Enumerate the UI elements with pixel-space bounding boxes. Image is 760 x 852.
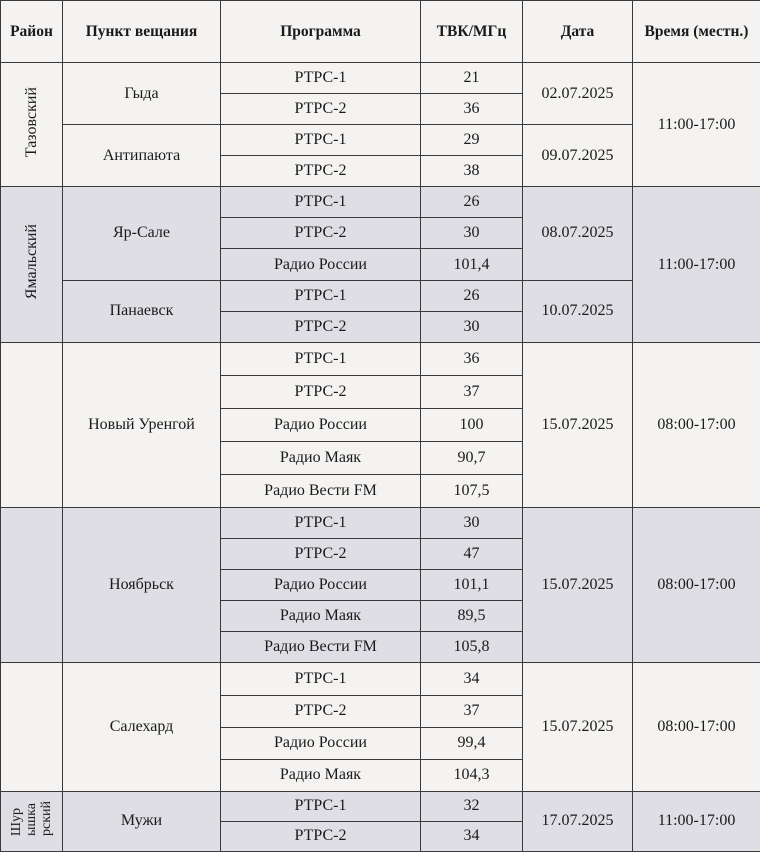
- program-cell: Радио Маяк: [221, 759, 421, 791]
- channel-cell: 26: [421, 187, 523, 218]
- district-name-line-1: Шур: [9, 808, 24, 837]
- district-cell: [1, 187, 63, 342]
- date-cell: 15.07.2025: [523, 342, 633, 507]
- district-name-line-2: ышка: [24, 803, 39, 837]
- channel-cell: 38: [421, 156, 523, 187]
- program-cell: РТРС-1: [221, 508, 421, 539]
- header-district: Район: [1, 1, 63, 63]
- time-cell: 11:00-17:00: [633, 187, 760, 342]
- program-cell: РТРС-1: [221, 791, 421, 821]
- channel-cell: 30: [421, 218, 523, 249]
- program-cell: Радио Вести FM: [221, 632, 421, 663]
- program-cell: РТРС-1: [221, 663, 421, 695]
- district-cell: [1, 508, 63, 663]
- district-cell: [1, 663, 63, 791]
- date-cell: 09.07.2025: [523, 125, 633, 187]
- channel-cell: 29: [421, 125, 523, 156]
- program-cell: РТРС-1: [221, 280, 421, 311]
- broadcast-point-cell: Панаевск: [63, 280, 221, 342]
- time-cell: 11:00-17:00: [633, 63, 760, 187]
- broadcast-point-cell: Новый Уренгой: [63, 342, 221, 507]
- time-cell: 08:00-17:00: [633, 663, 760, 791]
- program-cell: Радио Маяк: [221, 441, 421, 474]
- channel-cell: 21: [421, 63, 523, 94]
- channel-cell: 99,4: [421, 727, 523, 759]
- channel-cell: 34: [421, 663, 523, 695]
- program-cell: Радио России: [221, 570, 421, 601]
- program-cell: РТРС-1: [221, 187, 421, 218]
- program-cell: Радио России: [221, 408, 421, 441]
- program-cell: РТРС-2: [221, 94, 421, 125]
- broadcast-point-cell: Антипаюта: [63, 125, 221, 187]
- date-cell: 10.07.2025: [523, 280, 633, 342]
- broadcast-point-cell: Гыда: [63, 63, 221, 125]
- channel-cell: 30: [421, 508, 523, 539]
- broadcast-point-cell: Мужи: [63, 791, 221, 851]
- program-cell: РТРС-2: [221, 821, 421, 851]
- time-cell: 08:00-17:00: [633, 508, 760, 663]
- program-cell: РТРС-1: [221, 125, 421, 156]
- header-program: Программа: [221, 1, 421, 63]
- date-cell: 17.07.2025: [523, 791, 633, 851]
- channel-cell: 104,3: [421, 759, 523, 791]
- date-cell: 08.07.2025: [523, 187, 633, 280]
- header-channel: ТВК/МГц: [421, 1, 523, 63]
- channel-cell: 101,1: [421, 570, 523, 601]
- channel-cell: 101,4: [421, 249, 523, 280]
- channel-cell: 30: [421, 311, 523, 342]
- broadcast-point-cell: Салехард: [63, 663, 221, 791]
- channel-cell: 47: [421, 539, 523, 570]
- district-cell: [1, 63, 63, 187]
- program-cell: Радио России: [221, 727, 421, 759]
- program-cell: Радио Маяк: [221, 601, 421, 632]
- time-cell: 08:00-17:00: [633, 342, 760, 507]
- channel-cell: 36: [421, 94, 523, 125]
- district-name-line-3: рский: [39, 801, 54, 837]
- date-cell: 02.07.2025: [523, 63, 633, 125]
- program-cell: РТРС-2: [221, 218, 421, 249]
- header-broadcast-point: Пункт вещания: [63, 1, 221, 63]
- channel-cell: 89,5: [421, 601, 523, 632]
- program-cell: РТРС-2: [221, 695, 421, 727]
- program-cell: Радио России: [221, 249, 421, 280]
- program-cell: РТРС-1: [221, 63, 421, 94]
- date-cell: 15.07.2025: [523, 508, 633, 663]
- channel-cell: 90,7: [421, 441, 523, 474]
- header-time: Время (местн.): [633, 1, 760, 63]
- district-cell: [1, 342, 63, 507]
- channel-cell: 37: [421, 375, 523, 408]
- date-cell: 15.07.2025: [523, 663, 633, 791]
- district-name: Ямальский: [22, 224, 40, 300]
- program-cell: Радио Вести FM: [221, 475, 421, 508]
- broadcast-point-cell: Яр-Сале: [63, 187, 221, 280]
- channel-cell: 34: [421, 821, 523, 851]
- district-cell: [1, 791, 63, 851]
- channel-cell: 36: [421, 342, 523, 375]
- channel-cell: 32: [421, 791, 523, 821]
- channel-cell: 107,5: [421, 475, 523, 508]
- time-cell: 11:00-17:00: [633, 791, 760, 851]
- header-date: Дата: [523, 1, 633, 63]
- program-cell: РТРС-2: [221, 539, 421, 570]
- program-cell: РТРС-2: [221, 375, 421, 408]
- channel-cell: 100: [421, 408, 523, 441]
- channel-cell: 37: [421, 695, 523, 727]
- program-cell: РТРС-2: [221, 311, 421, 342]
- district-name: Тазовский: [22, 87, 40, 158]
- broadcast-point-cell: Ноябрьск: [63, 508, 221, 663]
- program-cell: РТРС-2: [221, 156, 421, 187]
- channel-cell: 105,8: [421, 632, 523, 663]
- channel-cell: 26: [421, 280, 523, 311]
- program-cell: РТРС-1: [221, 342, 421, 375]
